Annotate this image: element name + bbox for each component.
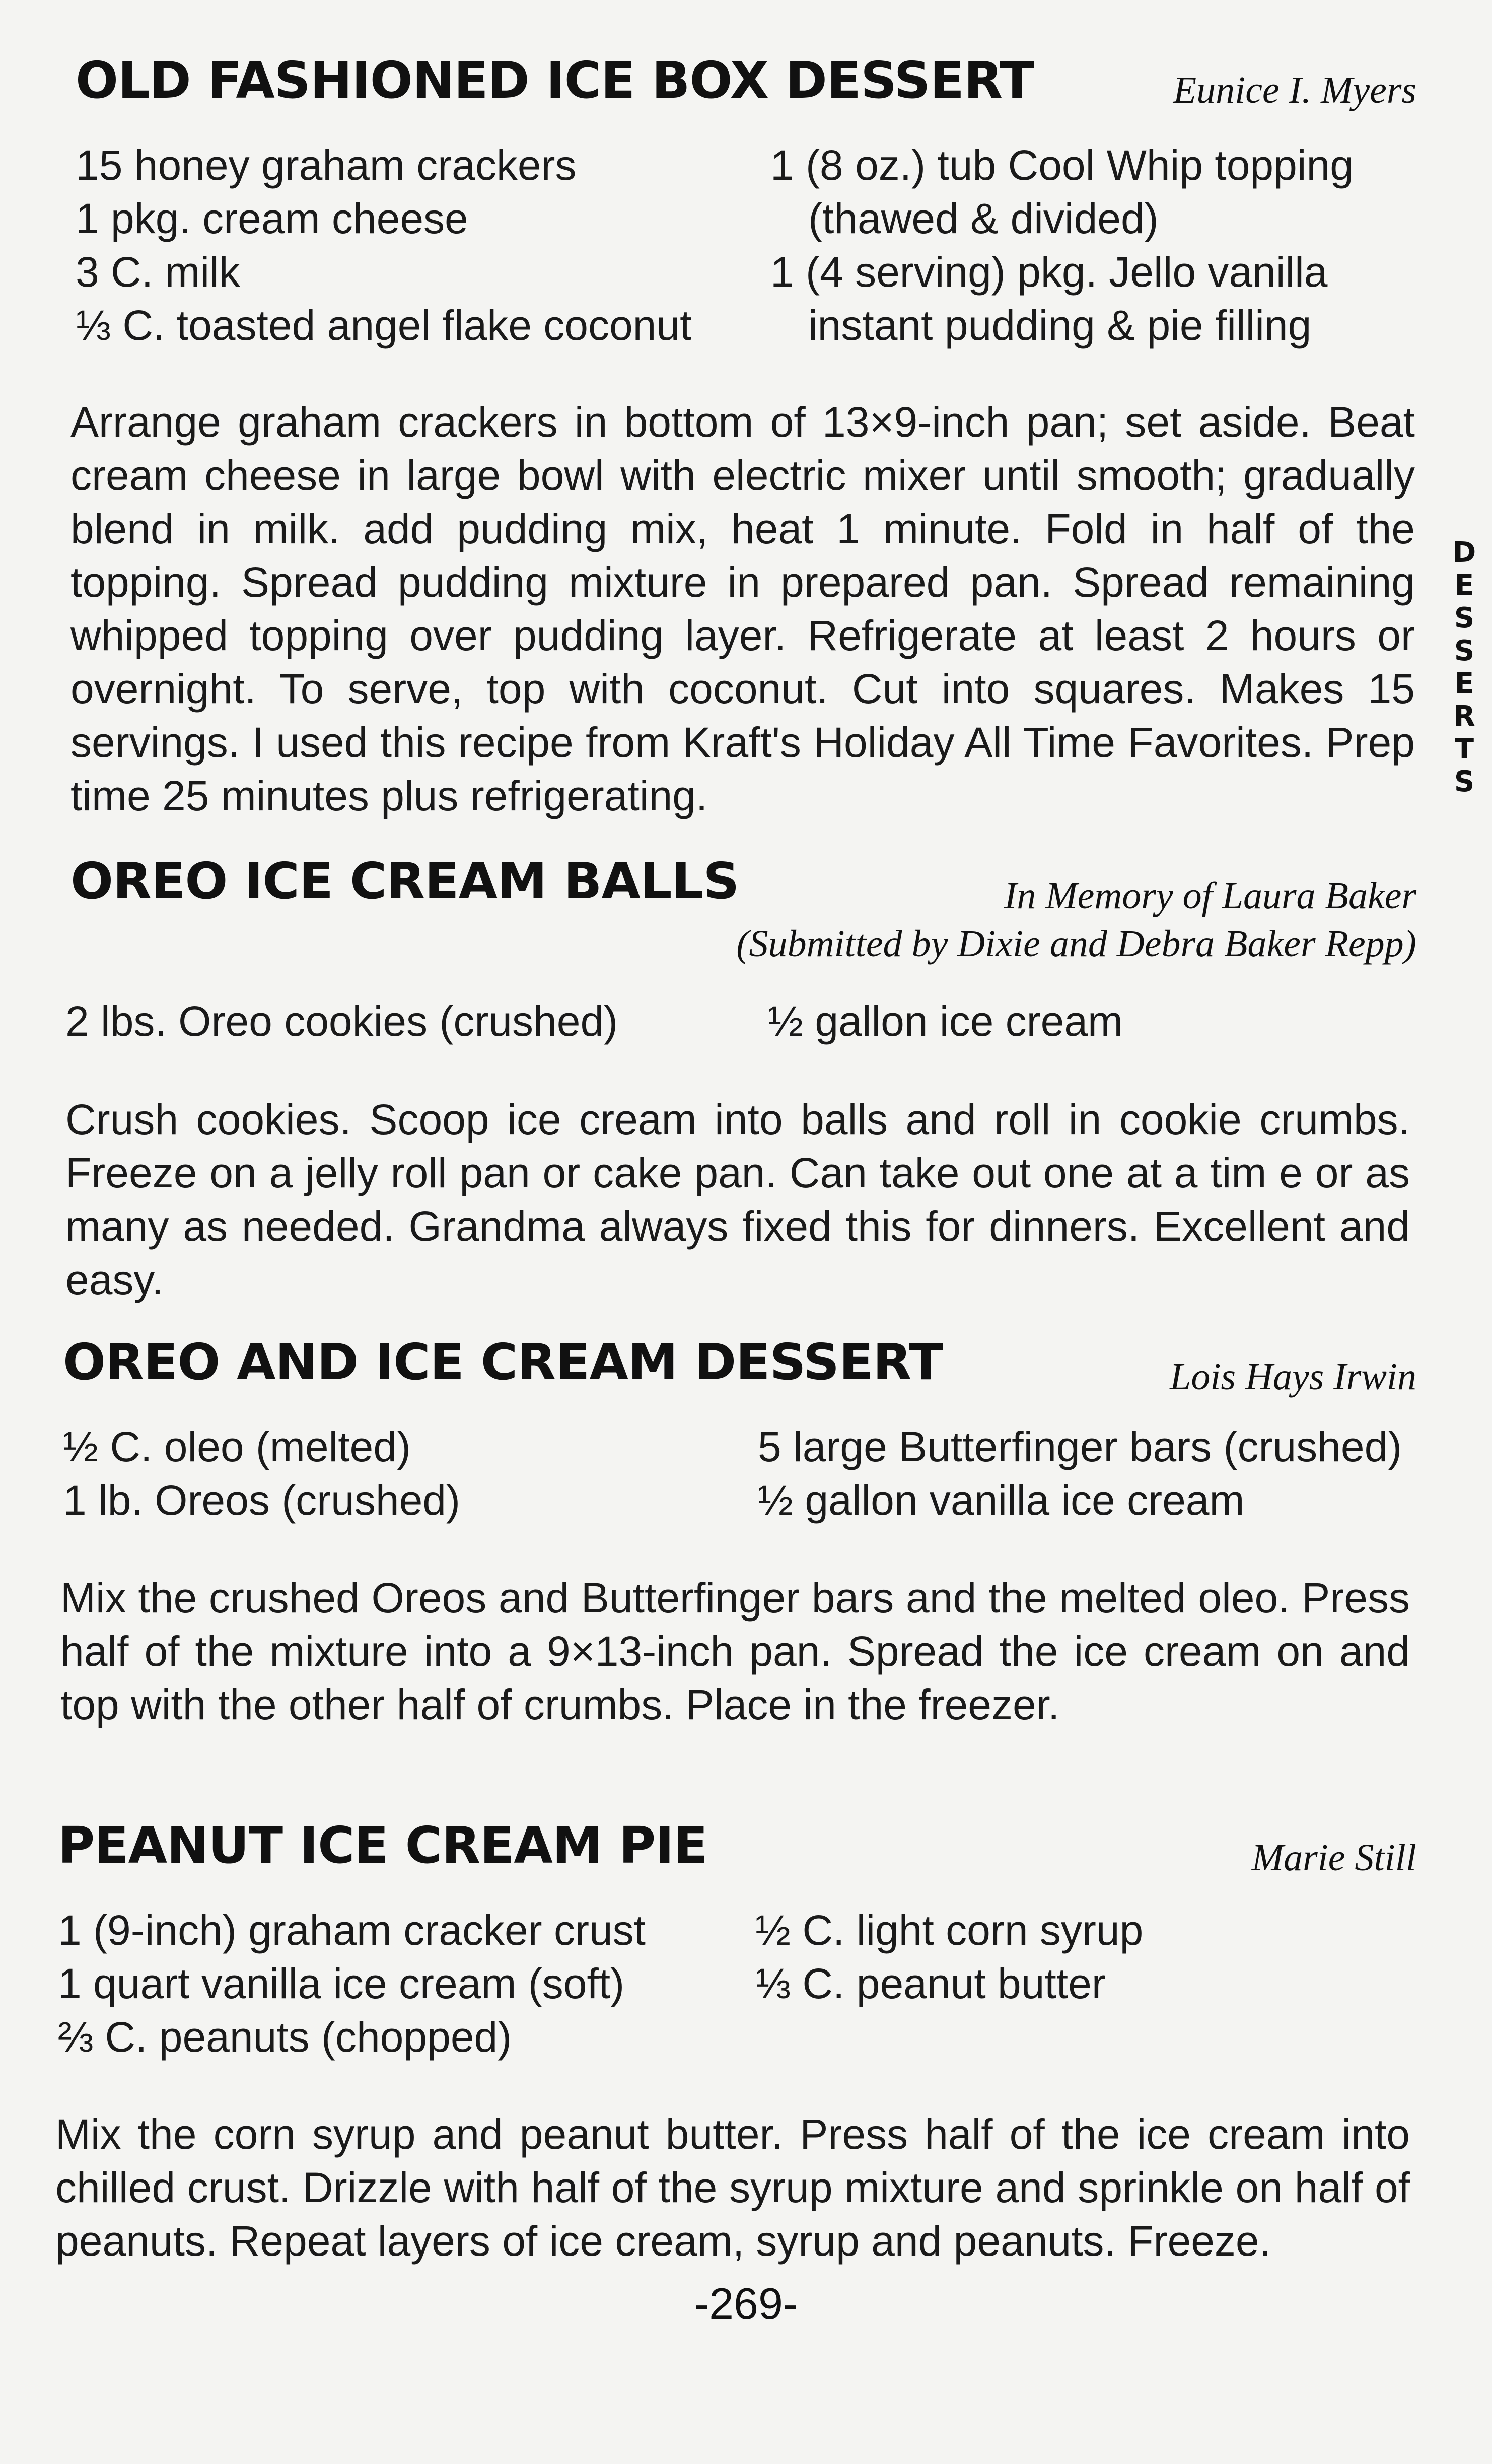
side-tab-letter: D: [1452, 536, 1476, 569]
recipe-author: Eunice I. Myers: [1173, 69, 1416, 111]
ingredient: 1 (9-inch) graham cracker crust: [58, 1907, 646, 1954]
recipe-author: In Memory of Laura Baker: [1004, 875, 1416, 917]
side-tab-letter: S: [1454, 635, 1475, 667]
ingredient: 1 pkg. cream cheese: [76, 195, 468, 242]
ingredient: 3 C. milk: [76, 248, 240, 296]
ingredient: 2 lbs. Oreo cookies (crushed): [65, 998, 618, 1045]
recipe-title: OREO AND ICE CREAM DESSERT: [63, 1332, 943, 1391]
ingredients-left: [65, 995, 745, 1048]
ingredient: 1 (8 oz.) tub Cool Whip topping (thawed & divided): [770, 142, 1354, 242]
side-tab-letter: T: [1454, 733, 1474, 765]
ingredients-right: [768, 995, 1397, 1048]
page-number: -269-: [694, 2279, 798, 2329]
recipe-title: OLD FASHIONED ICE BOX DESSERT: [76, 51, 1034, 110]
recipe-title: OREO ICE CREAM BALLS: [70, 852, 739, 910]
side-tab-letter: S: [1454, 602, 1475, 635]
recipe-author: Lois Hays Irwin: [1170, 1356, 1416, 1398]
ingredients-right: [770, 138, 1400, 352]
ingredients-left: [76, 138, 755, 352]
ingredient: 1 (4 serving) pkg. Jello vanilla instant pudding & pie filling: [770, 248, 1328, 349]
ingredient: ⅓ C. toasted angel flake coconut: [76, 302, 692, 349]
ingredients-right: [755, 1904, 1385, 2010]
ingredient: ⅔ C. peanuts (chopped): [58, 2013, 512, 2061]
side-tab-letter: R: [1453, 700, 1475, 733]
ingredient: ½ gallon ice cream: [768, 998, 1123, 1045]
ingredient: ½ C. light corn syrup: [755, 1907, 1144, 1954]
ingredient: ⅓ C. peanut butter: [755, 1960, 1106, 2007]
ingredient: ½ C. oleo (melted): [63, 1423, 411, 1470]
recipe-instructions: Crush cookies. Scoop ice cream into balls and roll in cookie crumbs. Freeze on a jelly roll pan or cake pan. Can take out one at a tim e or as many as needed. Grandma always fixed this for dinners. Excellent and easy.: [65, 1096, 1410, 1303]
ingredients-right: [758, 1420, 1412, 1527]
ingredient: 1 quart vanilla ice cream (soft): [58, 1960, 625, 2007]
ingredients-left: [58, 1904, 738, 2064]
recipe-instructions: Mix the crushed Oreos and Butterfinger bars and the melted oleo. Press half of the mixture into a 9×13-inch pan. Spread the ice cream on and top with the other half of crumbs. Place in the freezer.: [60, 1574, 1410, 1728]
side-tab-letter: E: [1454, 667, 1474, 700]
ingredient: ½ gallon vanilla ice cream: [758, 1476, 1245, 1524]
section-side-tab: [1444, 536, 1484, 798]
side-tab-letter: S: [1454, 765, 1475, 798]
recipe-submitted-by: (Submitted by Dixie and Debra Baker Repp): [736, 923, 1416, 965]
recipe-title: PEANUT ICE CREAM PIE: [58, 1816, 707, 1875]
ingredient: 15 honey graham crackers: [76, 142, 577, 189]
recipe-author: Marie Still: [1251, 1837, 1416, 1879]
ingredients-left: [63, 1420, 743, 1527]
recipe-instructions: Arrange graham crackers in bottom of 13×9-inch pan; set aside. Beat cream cheese in large bowl with electric mixer until smooth; gradually blend in milk. add pudding mix, heat 1 minute. Fold in half of the topping. Spread pudding mixture in prepared pan. Spread remaining whipped topping over pudding layer. Refrigerate at least 2 hours or overnight. To serve, top with coconut. Cut into squares. Makes 15 servings. I used this recipe from Kraft's Holiday All Time Favorites. Prep time 25 minutes plus refrigerating.: [70, 398, 1415, 819]
ingredient: 1 lb. Oreos (crushed): [63, 1476, 460, 1524]
ingredient: 5 large Butterfinger bars (crushed): [758, 1423, 1402, 1470]
recipe-instructions: Mix the corn syrup and peanut butter. Press half of the ice cream into chilled crust. Drizzle with half of the syrup mixture and sprinkle on half of peanuts. Repeat layers of ice cream, syrup and peanuts. Freeze.: [55, 2110, 1410, 2265]
side-tab-letter: E: [1454, 569, 1474, 602]
